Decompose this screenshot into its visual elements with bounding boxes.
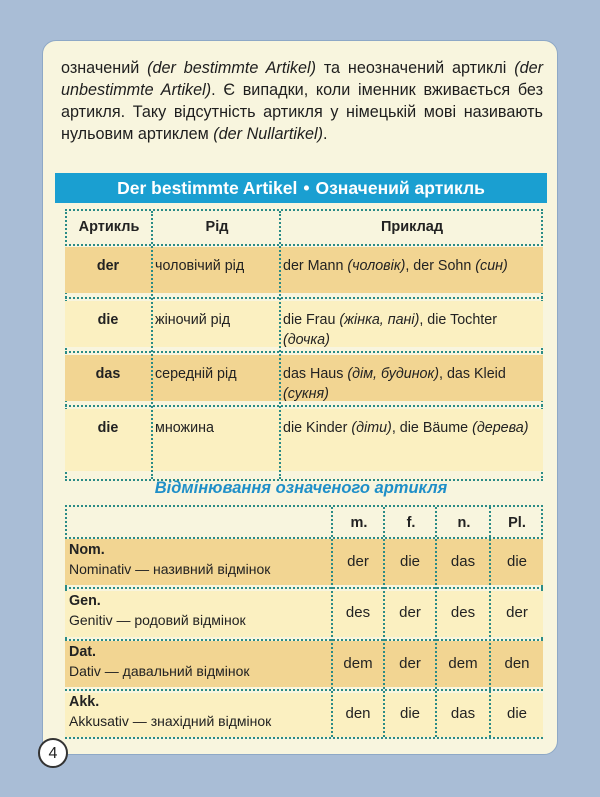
intro-paragraph: [61, 57, 543, 145]
row-divider: [65, 351, 543, 353]
intro-text-1: означений: [61, 59, 148, 77]
intro-text-3: . Є випадки, коли іменник вживається без артикля. Таку відсутність артикля у німецькій мові називають нульовим артиклем: [61, 81, 543, 143]
intro-text-2: та неозначений артиклі: [316, 59, 515, 77]
case-label: Gen. Genitiv — родовий відмінок: [69, 593, 246, 628]
example-cell: das Haus (дім, будинок), das Kleid (сукня): [283, 366, 506, 402]
header-article: Артикль: [78, 219, 140, 235]
intro-text-4: .: [323, 125, 328, 143]
intro-term-2: (der unbestimmte Artikel): [61, 59, 543, 99]
case-value: die: [506, 705, 528, 722]
gender-cell: жіночий рід: [155, 312, 231, 328]
page-number: 4: [38, 738, 68, 768]
column-divider: [383, 507, 385, 737]
row-divider: [65, 244, 543, 246]
page: [42, 40, 558, 755]
column-divider: [151, 211, 153, 479]
article-cell: das: [95, 366, 121, 382]
header-feminine: f.: [406, 515, 416, 531]
case-label: Dat. Dativ — давальний відмінок: [69, 644, 250, 679]
row-divider: [65, 297, 543, 299]
case-value: der: [399, 604, 421, 621]
case-value: das: [450, 705, 476, 722]
column-divider: [331, 507, 333, 737]
case-value: das: [450, 553, 476, 570]
case-value: dem: [448, 655, 478, 672]
article-cell: die: [97, 312, 119, 328]
banner-title-uk: Означений артикль: [315, 178, 485, 198]
intro-term-3: (der Nullartikel): [213, 125, 324, 143]
header-plural: Pl.: [508, 515, 526, 531]
declension-subtitle: Відмінювання означеного артикля: [154, 479, 448, 497]
row-divider: [65, 689, 543, 691]
case-value: des: [345, 604, 371, 621]
column-divider: [489, 507, 491, 737]
header-gender: Рід: [205, 219, 229, 235]
case-value: der: [347, 553, 369, 570]
article-cell: der: [96, 258, 120, 274]
case-value: dem: [343, 655, 373, 672]
case-value: die: [399, 705, 421, 722]
gender-cell: множина: [155, 420, 214, 436]
case-value: die: [399, 553, 421, 570]
example-cell: der Mann (чоловік), der Sohn (син): [283, 258, 508, 274]
header-masculine: m.: [350, 515, 368, 531]
case-label: Akk. Akkusativ — знахідний відмінок: [69, 694, 272, 729]
intro-term-1: (der bestimmte Artikel): [147, 59, 316, 77]
row-divider: [65, 537, 543, 539]
row-divider: [65, 587, 543, 589]
case-label: Nom. Nominativ — називний відмінок: [69, 542, 271, 577]
article-cell: die: [97, 420, 119, 436]
section-banner: [55, 173, 547, 203]
case-value: die: [506, 553, 528, 570]
header-example: Приклад: [380, 219, 444, 235]
header-neuter: n.: [457, 515, 471, 531]
example-cell: die Kinder (діти), die Bäume (дерева): [283, 420, 529, 436]
row-divider: [65, 405, 543, 407]
column-divider: [279, 211, 281, 479]
gender-cell: чоловічий рід: [155, 258, 245, 274]
case-value: den: [504, 655, 530, 672]
banner-separator: •: [303, 178, 310, 198]
banner-title-de: Der bestimmte Artikel: [117, 178, 298, 198]
case-value: der: [399, 655, 421, 672]
case-value: der: [506, 604, 528, 621]
row-divider: [65, 639, 543, 641]
column-divider: [435, 507, 437, 737]
case-value: des: [450, 604, 476, 621]
case-value: den: [345, 705, 371, 722]
gender-cell: середній рід: [155, 366, 237, 382]
example-cell: die Frau (жінка, пані), die Tochter (дочка): [283, 312, 497, 348]
